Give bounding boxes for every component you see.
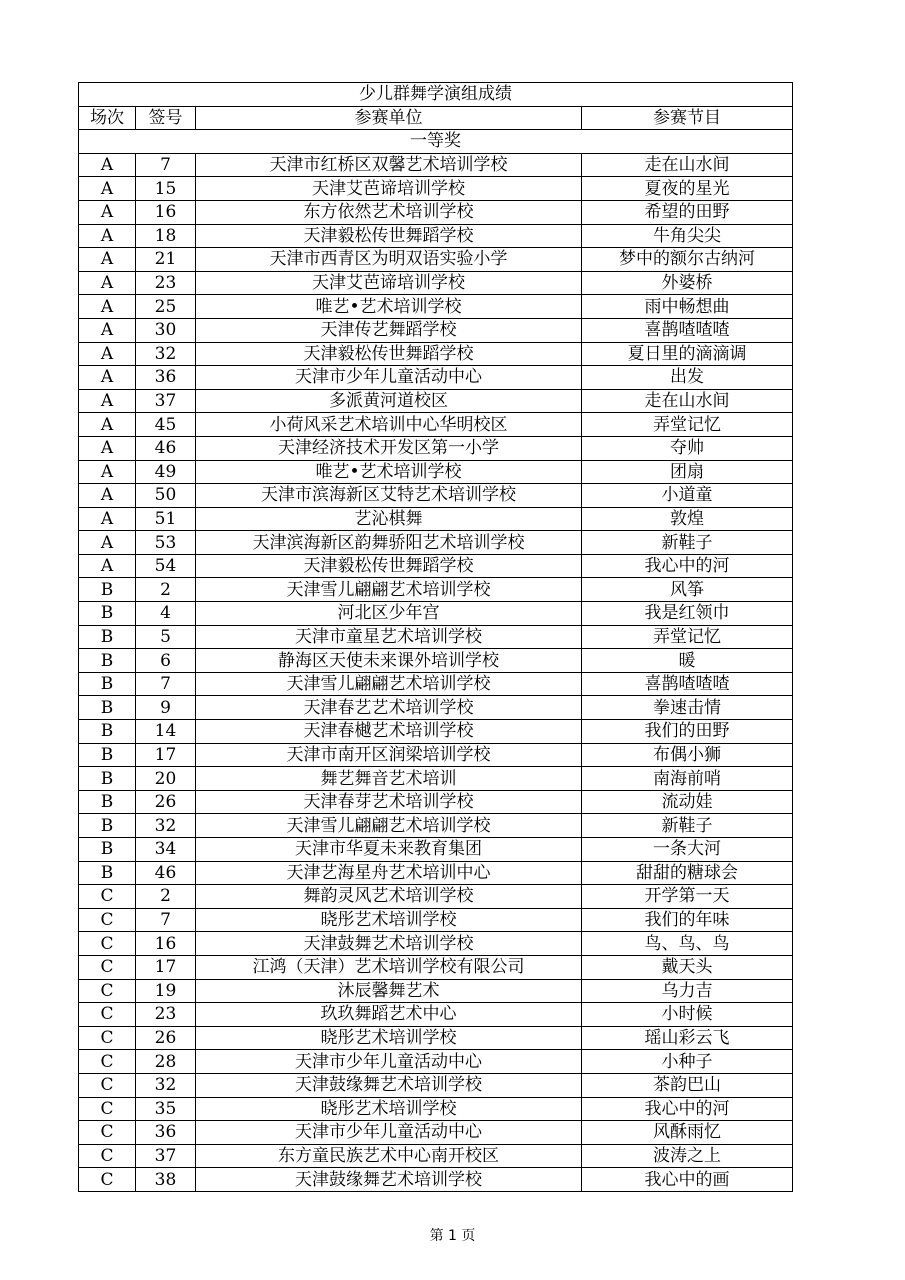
header-session: 场次 bbox=[79, 106, 136, 130]
table-row bbox=[79, 578, 793, 602]
cell-program: 梦中的额尔古纳河 bbox=[582, 248, 793, 272]
cell-program: 甜甜的糖球会 bbox=[582, 861, 793, 885]
cell-number: 14 bbox=[136, 720, 196, 744]
cell-session: A bbox=[79, 436, 136, 460]
cell-program: 我心中的画 bbox=[582, 1168, 793, 1192]
cell-session: B bbox=[79, 672, 136, 696]
table-row bbox=[79, 554, 793, 578]
cell-unit: 天津鼓缘舞艺术培训学校 bbox=[196, 1073, 582, 1097]
header-program: 参赛节目 bbox=[582, 106, 793, 130]
cell-program: 弄堂记忆 bbox=[582, 413, 793, 437]
cell-unit: 天津市童星艺术培训学校 bbox=[196, 625, 582, 649]
table-row bbox=[79, 1026, 793, 1050]
cell-session: A bbox=[79, 318, 136, 342]
cell-session: C bbox=[79, 955, 136, 979]
cell-unit: 天津春艺艺术培训学校 bbox=[196, 696, 582, 720]
cell-number: 17 bbox=[136, 955, 196, 979]
cell-unit: 天津鼓舞艺术培训学校 bbox=[196, 932, 582, 956]
cell-number: 18 bbox=[136, 224, 196, 248]
cell-program: 暖 bbox=[582, 649, 793, 673]
cell-program: 布偶小狮 bbox=[582, 743, 793, 767]
cell-session: A bbox=[79, 200, 136, 224]
table-row bbox=[79, 484, 793, 508]
cell-unit: 天津市滨海新区艾特艺术培训学校 bbox=[196, 484, 582, 508]
cell-number: 50 bbox=[136, 484, 196, 508]
cell-session: A bbox=[79, 460, 136, 484]
table-row bbox=[79, 153, 793, 177]
cell-unit: 唯艺•艺术培训学校 bbox=[196, 295, 582, 319]
cell-session: C bbox=[79, 1003, 136, 1027]
cell-program: 希望的田野 bbox=[582, 200, 793, 224]
cell-unit: 天津经济技术开发区第一小学 bbox=[196, 436, 582, 460]
cell-unit: 天津市少年儿童活动中心 bbox=[196, 1050, 582, 1074]
cell-program: 出发 bbox=[582, 366, 793, 390]
cell-unit: 天津市西青区为明双语实验小学 bbox=[196, 248, 582, 272]
cell-number: 9 bbox=[136, 696, 196, 720]
cell-session: C bbox=[79, 1097, 136, 1121]
table-row bbox=[79, 342, 793, 366]
section-label: 一等奖 bbox=[79, 130, 793, 154]
cell-session: A bbox=[79, 413, 136, 437]
cell-session: B bbox=[79, 814, 136, 838]
cell-unit: 天津市红桥区双馨艺术培训学校 bbox=[196, 153, 582, 177]
title-row bbox=[79, 83, 793, 107]
cell-number: 21 bbox=[136, 248, 196, 272]
cell-program: 弄堂记忆 bbox=[582, 625, 793, 649]
table-row bbox=[79, 602, 793, 626]
cell-number: 51 bbox=[136, 507, 196, 531]
cell-program: 小种子 bbox=[582, 1050, 793, 1074]
cell-unit: 晓彤艺术培训学校 bbox=[196, 1097, 582, 1121]
cell-program: 外婆桥 bbox=[582, 271, 793, 295]
cell-unit: 天津雪儿翩翩艺术培训学校 bbox=[196, 814, 582, 838]
cell-program: 一条大河 bbox=[582, 838, 793, 862]
table-row bbox=[79, 248, 793, 272]
cell-session: A bbox=[79, 342, 136, 366]
cell-unit: 天津雪儿翩翩艺术培训学校 bbox=[196, 672, 582, 696]
cell-program: 喜鹊喳喳喳 bbox=[582, 672, 793, 696]
cell-session: B bbox=[79, 743, 136, 767]
cell-number: 7 bbox=[136, 908, 196, 932]
table-row bbox=[79, 743, 793, 767]
cell-number: 35 bbox=[136, 1097, 196, 1121]
cell-program: 团扇 bbox=[582, 460, 793, 484]
cell-session: A bbox=[79, 177, 136, 201]
table-row bbox=[79, 720, 793, 744]
cell-number: 7 bbox=[136, 672, 196, 696]
table-row bbox=[79, 1168, 793, 1192]
table-row bbox=[79, 1121, 793, 1145]
cell-number: 26 bbox=[136, 1026, 196, 1050]
cell-unit: 沐辰馨舞艺术 bbox=[196, 979, 582, 1003]
cell-program: 流动娃 bbox=[582, 790, 793, 814]
cell-number: 54 bbox=[136, 554, 196, 578]
cell-number: 23 bbox=[136, 1003, 196, 1027]
page-number: 第 1 页 bbox=[429, 1228, 476, 1244]
table-row bbox=[79, 436, 793, 460]
cell-unit: 江鸿（天津）艺术培训学校有限公司 bbox=[196, 955, 582, 979]
cell-session: A bbox=[79, 248, 136, 272]
cell-unit: 天津市华夏未来教育集团 bbox=[196, 838, 582, 862]
cell-number: 4 bbox=[136, 602, 196, 626]
cell-number: 36 bbox=[136, 1121, 196, 1145]
cell-session: A bbox=[79, 224, 136, 248]
cell-number: 28 bbox=[136, 1050, 196, 1074]
cell-number: 16 bbox=[136, 932, 196, 956]
cell-program: 喜鹊喳喳喳 bbox=[582, 318, 793, 342]
table-row bbox=[79, 507, 793, 531]
table-row bbox=[79, 838, 793, 862]
cell-session: B bbox=[79, 696, 136, 720]
cell-number: 23 bbox=[136, 271, 196, 295]
cell-program: 夺帅 bbox=[582, 436, 793, 460]
cell-session: B bbox=[79, 649, 136, 673]
cell-session: B bbox=[79, 602, 136, 626]
cell-program: 走在山水间 bbox=[582, 389, 793, 413]
table-row bbox=[79, 908, 793, 932]
cell-session: A bbox=[79, 389, 136, 413]
table-row bbox=[79, 885, 793, 909]
section-row bbox=[79, 130, 793, 154]
cell-program: 牛角尖尖 bbox=[582, 224, 793, 248]
table-row bbox=[79, 979, 793, 1003]
table-row bbox=[79, 413, 793, 437]
table-row bbox=[79, 1050, 793, 1074]
table-row bbox=[79, 955, 793, 979]
cell-program: 我们的年味 bbox=[582, 908, 793, 932]
table-row bbox=[79, 696, 793, 720]
cell-session: A bbox=[79, 507, 136, 531]
cell-number: 20 bbox=[136, 767, 196, 791]
cell-unit: 天津艾芭谛培训学校 bbox=[196, 271, 582, 295]
cell-session: A bbox=[79, 531, 136, 555]
cell-unit: 天津毅松传世舞蹈学校 bbox=[196, 224, 582, 248]
table-row bbox=[79, 460, 793, 484]
table-row bbox=[79, 672, 793, 696]
cell-number: 32 bbox=[136, 1073, 196, 1097]
table-row bbox=[79, 271, 793, 295]
cell-program: 我们的田野 bbox=[582, 720, 793, 744]
cell-number: 32 bbox=[136, 342, 196, 366]
table-row bbox=[79, 1144, 793, 1168]
cell-program: 新鞋子 bbox=[582, 531, 793, 555]
cell-program: 雨中畅想曲 bbox=[582, 295, 793, 319]
cell-number: 37 bbox=[136, 1144, 196, 1168]
cell-program: 新鞋子 bbox=[582, 814, 793, 838]
table-title: 少儿群舞学演组成绩 bbox=[79, 83, 793, 107]
cell-session: B bbox=[79, 625, 136, 649]
cell-number: 16 bbox=[136, 200, 196, 224]
cell-session: C bbox=[79, 885, 136, 909]
cell-session: C bbox=[79, 1050, 136, 1074]
cell-session: A bbox=[79, 271, 136, 295]
cell-number: 6 bbox=[136, 649, 196, 673]
table-row bbox=[79, 625, 793, 649]
header-row bbox=[79, 106, 793, 130]
cell-session: B bbox=[79, 720, 136, 744]
cell-program: 风筝 bbox=[582, 578, 793, 602]
cell-number: 7 bbox=[136, 153, 196, 177]
cell-program: 瑶山彩云飞 bbox=[582, 1026, 793, 1050]
cell-unit: 天津雪儿翩翩艺术培训学校 bbox=[196, 578, 582, 602]
cell-unit: 多派黄河道校区 bbox=[196, 389, 582, 413]
cell-number: 15 bbox=[136, 177, 196, 201]
table-row bbox=[79, 531, 793, 555]
cell-program: 开学第一天 bbox=[582, 885, 793, 909]
cell-session: B bbox=[79, 838, 136, 862]
cell-program: 茶韵巴山 bbox=[582, 1073, 793, 1097]
cell-unit: 东方依然艺术培训学校 bbox=[196, 200, 582, 224]
cell-program: 我心中的河 bbox=[582, 1097, 793, 1121]
table-row bbox=[79, 814, 793, 838]
table-row bbox=[79, 1003, 793, 1027]
cell-unit: 天津市南开区润梁培训学校 bbox=[196, 743, 582, 767]
cell-unit: 天津滨海新区韵舞骄阳艺术培训学校 bbox=[196, 531, 582, 555]
cell-program: 乌力吉 bbox=[582, 979, 793, 1003]
cell-session: B bbox=[79, 861, 136, 885]
cell-number: 46 bbox=[136, 861, 196, 885]
cell-unit: 天津毅松传世舞蹈学校 bbox=[196, 554, 582, 578]
cell-session: C bbox=[79, 1073, 136, 1097]
cell-session: A bbox=[79, 366, 136, 390]
table-row bbox=[79, 861, 793, 885]
cell-number: 26 bbox=[136, 790, 196, 814]
cell-session: C bbox=[79, 1168, 136, 1192]
table-row bbox=[79, 1097, 793, 1121]
cell-program: 我是红领巾 bbox=[582, 602, 793, 626]
cell-number: 49 bbox=[136, 460, 196, 484]
cell-unit: 舞艺舞音艺术培训 bbox=[196, 767, 582, 791]
cell-unit: 晓彤艺术培训学校 bbox=[196, 908, 582, 932]
cell-number: 37 bbox=[136, 389, 196, 413]
cell-unit: 天津毅松传世舞蹈学校 bbox=[196, 342, 582, 366]
cell-session: A bbox=[79, 554, 136, 578]
cell-number: 17 bbox=[136, 743, 196, 767]
results-table bbox=[78, 82, 793, 1192]
cell-unit: 天津市少年儿童活动中心 bbox=[196, 1121, 582, 1145]
cell-number: 32 bbox=[136, 814, 196, 838]
cell-program: 我心中的河 bbox=[582, 554, 793, 578]
cell-program: 小时候 bbox=[582, 1003, 793, 1027]
cell-number: 53 bbox=[136, 531, 196, 555]
cell-session: A bbox=[79, 153, 136, 177]
cell-number: 2 bbox=[136, 578, 196, 602]
table-row bbox=[79, 224, 793, 248]
cell-number: 25 bbox=[136, 295, 196, 319]
table-row bbox=[79, 366, 793, 390]
table-row bbox=[79, 295, 793, 319]
cell-unit: 晓彤艺术培训学校 bbox=[196, 1026, 582, 1050]
cell-session: C bbox=[79, 932, 136, 956]
cell-program: 夏日里的滴滴调 bbox=[582, 342, 793, 366]
cell-unit: 小荷风采艺术培训中心华明校区 bbox=[196, 413, 582, 437]
cell-unit: 天津艾芭谛培训学校 bbox=[196, 177, 582, 201]
cell-number: 19 bbox=[136, 979, 196, 1003]
cell-program: 风酥雨忆 bbox=[582, 1121, 793, 1145]
table-row bbox=[79, 767, 793, 791]
cell-program: 南海前哨 bbox=[582, 767, 793, 791]
cell-program: 走在山水间 bbox=[582, 153, 793, 177]
table-row bbox=[79, 177, 793, 201]
table-row bbox=[79, 932, 793, 956]
cell-unit: 静海区天使未来课外培训学校 bbox=[196, 649, 582, 673]
table-row bbox=[79, 649, 793, 673]
header-unit: 参赛单位 bbox=[196, 106, 582, 130]
cell-number: 45 bbox=[136, 413, 196, 437]
cell-unit: 河北区少年宫 bbox=[196, 602, 582, 626]
cell-session: A bbox=[79, 484, 136, 508]
cell-program: 戴天头 bbox=[582, 955, 793, 979]
table-row bbox=[79, 200, 793, 224]
table-row bbox=[79, 790, 793, 814]
cell-session: C bbox=[79, 908, 136, 932]
header-number: 签号 bbox=[136, 106, 196, 130]
cell-program: 拳速击情 bbox=[582, 696, 793, 720]
cell-unit: 天津艺海星舟艺术培训中心 bbox=[196, 861, 582, 885]
cell-number: 38 bbox=[136, 1168, 196, 1192]
cell-unit: 天津鼓缘舞艺术培训学校 bbox=[196, 1168, 582, 1192]
cell-program: 波涛之上 bbox=[582, 1144, 793, 1168]
cell-program: 鸟、鸟、鸟 bbox=[582, 932, 793, 956]
cell-number: 2 bbox=[136, 885, 196, 909]
cell-unit: 艺沁棋舞 bbox=[196, 507, 582, 531]
cell-session: C bbox=[79, 1121, 136, 1145]
cell-number: 46 bbox=[136, 436, 196, 460]
cell-number: 30 bbox=[136, 318, 196, 342]
cell-unit: 天津市少年儿童活动中心 bbox=[196, 366, 582, 390]
table-row bbox=[79, 1073, 793, 1097]
cell-session: C bbox=[79, 979, 136, 1003]
cell-program: 夏夜的星光 bbox=[582, 177, 793, 201]
cell-unit: 天津春芽艺术培训学校 bbox=[196, 790, 582, 814]
cell-unit: 东方童民族艺术中心南开校区 bbox=[196, 1144, 582, 1168]
cell-session: B bbox=[79, 767, 136, 791]
cell-program: 小道童 bbox=[582, 484, 793, 508]
table-row bbox=[79, 389, 793, 413]
cell-number: 36 bbox=[136, 366, 196, 390]
cell-session: C bbox=[79, 1144, 136, 1168]
table-row bbox=[79, 318, 793, 342]
cell-program: 敦煌 bbox=[582, 507, 793, 531]
cell-unit: 唯艺•艺术培训学校 bbox=[196, 460, 582, 484]
cell-session: B bbox=[79, 578, 136, 602]
cell-session: A bbox=[79, 295, 136, 319]
cell-session: B bbox=[79, 790, 136, 814]
cell-unit: 天津春樾艺术培训学校 bbox=[196, 720, 582, 744]
cell-number: 34 bbox=[136, 838, 196, 862]
cell-unit: 舞韵灵风艺术培训学校 bbox=[196, 885, 582, 909]
cell-number: 5 bbox=[136, 625, 196, 649]
results-table-body bbox=[79, 83, 793, 1192]
cell-unit: 天津传艺舞蹈学校 bbox=[196, 318, 582, 342]
cell-unit: 玖玖舞蹈艺术中心 bbox=[196, 1003, 582, 1027]
cell-session: C bbox=[79, 1026, 136, 1050]
